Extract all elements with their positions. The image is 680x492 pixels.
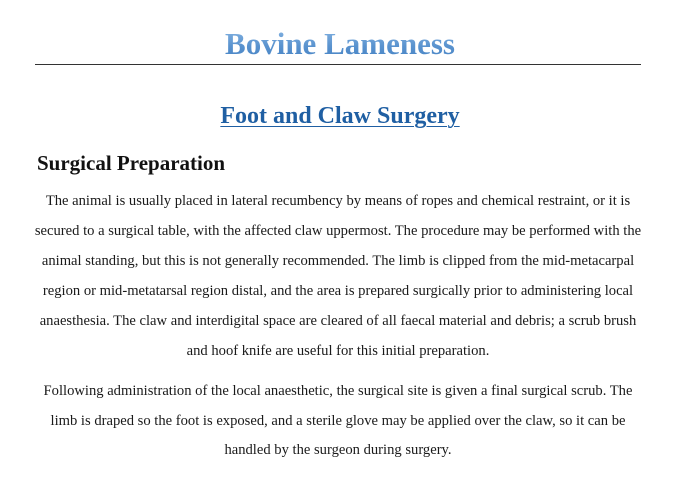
section-title: [0, 100, 680, 132]
document-title: Bovine Lameness: [0, 24, 680, 64]
foot-claw-surgery-link[interactable]: Foot and Claw Surgery: [220, 103, 460, 129]
paragraph-anaesthetic: Following administration of the local anaesthetic, the surgical site is given a final surgical scrub. The limb is draped so the foot is exposed, and a sterile glove may be applied over the claw, so it can be handled by the surgeon during surgery.: [43, 383, 633, 458]
paragraph-preparation: The animal is usually placed in lateral recumbency by means of ropes and chemical restraint, or it is secured to a surgical table, with the affected claw uppermost. The procedure may be performed with the animal standing, but this is not generally recommended. The limb is clipped from the mid-metacarpal region or mid-metatarsal region distal, and the area is prepared surgically prior to administering local anaesthesia. The claw and interdigital space are cleared of all faecal material and debris; a scrub brush and hoof knife are useful for this initial preparation.: [34, 193, 642, 359]
title-divider: [35, 64, 641, 65]
surgical-preparation-heading: Surgical Preparation: [37, 151, 226, 175]
